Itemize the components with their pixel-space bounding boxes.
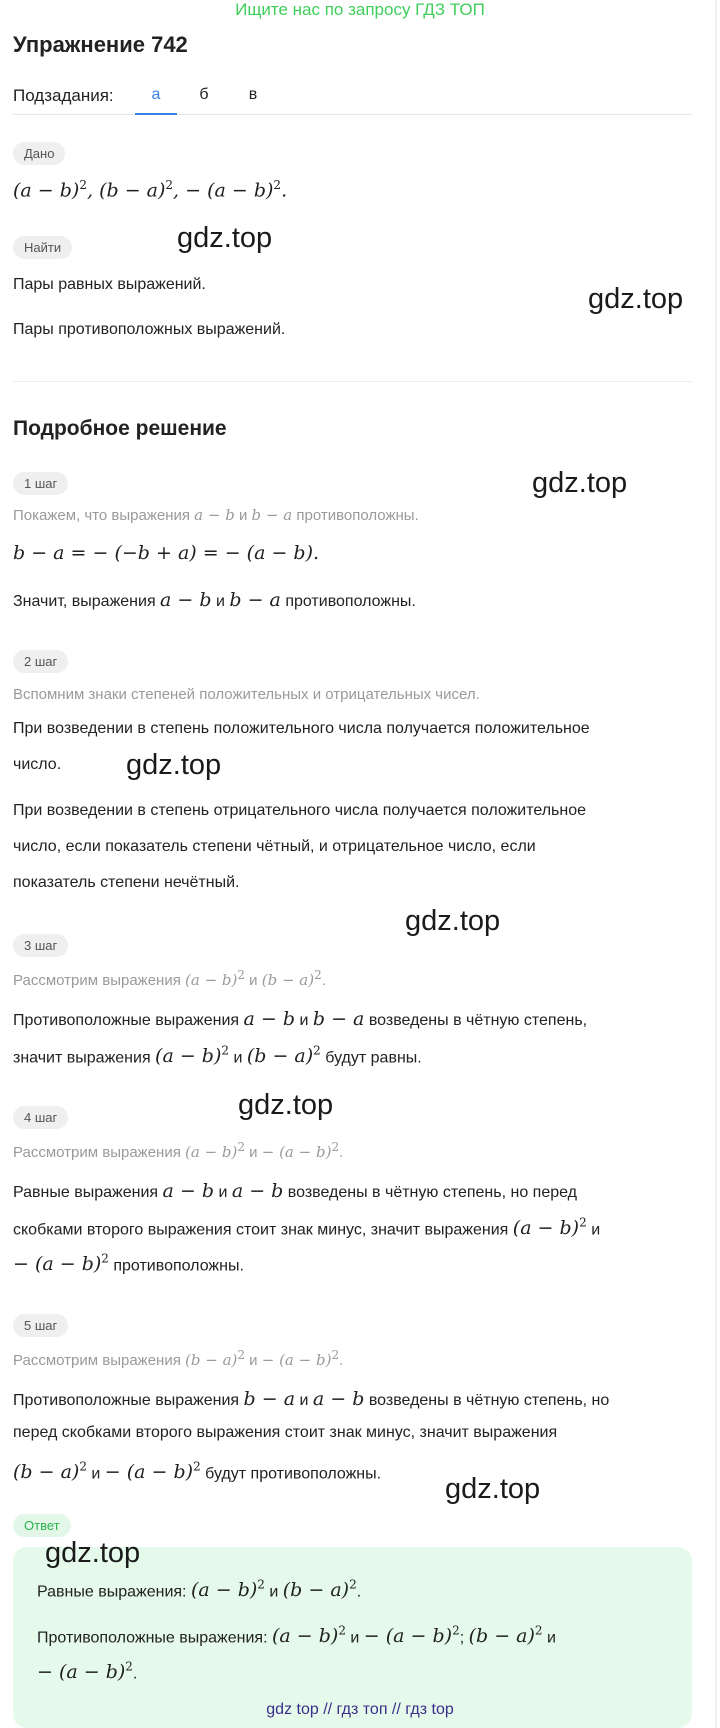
tab-b[interactable]: б <box>199 86 209 103</box>
tabs-divider <box>13 114 692 115</box>
answer-line-1: Равные выражения: $(a - b)^2$ и $(b - a)^2$. <box>37 1578 362 1602</box>
search-hint-link[interactable]: Ищите нас по запросу ГДЗ ТОП <box>235 0 485 19</box>
step-2-line-2: число. <box>13 756 62 773</box>
answer-badge: Ответ <box>13 1514 71 1537</box>
watermark: gdz.top <box>177 222 273 254</box>
step-2-line-3: При возведении в степень отрицательного числа получается положительное <box>13 802 587 819</box>
tab-v[interactable]: в <box>248 86 258 103</box>
watermark: gdz.top <box>45 1537 141 1569</box>
step-5-line-2: перед скобками второго выражения стоит знак минус, значит выражения <box>13 1424 558 1441</box>
subtasks-label: Подзадания: <box>13 86 114 105</box>
step-4-lead: Рассмотрим выражения $(a - b)^2$ $и - (a - b)^2$. <box>13 1140 344 1161</box>
step-5-badge: 5 шаг <box>13 1314 68 1337</box>
step-2-line-1: При возведении в степень положительного числа получается положительное <box>13 720 590 737</box>
step-1-badge: 1 шаг <box>13 472 68 495</box>
find-item-1: Пары равных выражений. <box>13 276 206 293</box>
step-2-line-5: показатель степени нечётный. <box>13 874 240 891</box>
step-3-line-2: значит выражения $(a - b)^2$ и $(b - a)^2$ будут равны. <box>13 1044 422 1068</box>
tab-a[interactable]: а <box>151 86 161 103</box>
step-5-line-3: $(b - a)^2$ $и - (a - b)^2$ будут противоположны. <box>13 1460 382 1484</box>
step-5-lead: Рассмотрим выражения $(b - a)^2$ $и - (a - b)^2$. <box>13 1348 344 1369</box>
watermark: gdz.top <box>445 1473 541 1505</box>
watermark: gdz.top <box>588 283 684 315</box>
watermark: gdz.top <box>126 749 222 781</box>
active-tab-indicator <box>135 113 177 115</box>
step-4-line-3: − $(a - b)^2$ противоположны. <box>13 1252 244 1276</box>
step-3-lead: Рассмотрим выражения $(a - b)^2$ и $(b - a)^2$. <box>13 968 326 989</box>
step-2-lead: Вспомним знаки степеней положительных и отрицательных чисел. <box>13 686 480 703</box>
given-badge: Дано <box>13 142 65 165</box>
find-badge: Найти <box>13 236 72 259</box>
answer-line-2: Противоположные выражения: $(a - b)^2$ $и - (a - b)^2$; $(b - a)^2$ и <box>37 1624 556 1648</box>
solution-title: Подробное решение <box>13 417 227 440</box>
find-item-2: Пары противоположных выражений. <box>13 321 286 338</box>
step-3-line-1: Противоположные выражения a − b и b − a возведены в чётную степень, <box>13 1008 588 1030</box>
watermark: gdz.top <box>532 467 628 499</box>
footer-links[interactable]: gdz top // гдз топ // гдз top <box>266 1701 454 1718</box>
step-4-line-1: Равные выражения a − b и a − b возведены в чётную степень, но перед <box>13 1180 578 1202</box>
section-divider <box>13 381 692 382</box>
step-5-line-1: Противоположные выражения b − a и a − b возведены в чётную степень, но <box>13 1388 610 1410</box>
step-1-formula: b − a = − (−b + a) = − (a − b). <box>13 542 320 564</box>
step-3-badge: 3 шаг <box>13 934 68 957</box>
step-1-lead: Покажем, что выражения a − b и b − a противоположны. <box>13 506 419 524</box>
step-4-line-2: скобками второго выражения стоит знак минус, значит выражения $(a - b)^2$ и <box>13 1216 601 1240</box>
page-edge-rule <box>715 0 717 1728</box>
step-2-badge: 2 шаг <box>13 650 68 673</box>
watermark: gdz.top <box>405 905 501 937</box>
given-expression: $(a - b)^2$, $(b - a)^2$, − $(a - b)^2$. <box>13 178 288 202</box>
answer-line-3: − $(a - b)^2$. <box>37 1660 138 1684</box>
step-4-badge: 4 шаг <box>13 1106 68 1129</box>
step-1-text: Значит, выражения a − b и b − a противоположны. <box>13 589 416 611</box>
page-title: Упражнение 742 <box>13 32 188 57</box>
step-2-line-4: число, если показатель степени чётный, и отрицательное число, если <box>13 838 536 855</box>
watermark: gdz.top <box>238 1089 334 1121</box>
